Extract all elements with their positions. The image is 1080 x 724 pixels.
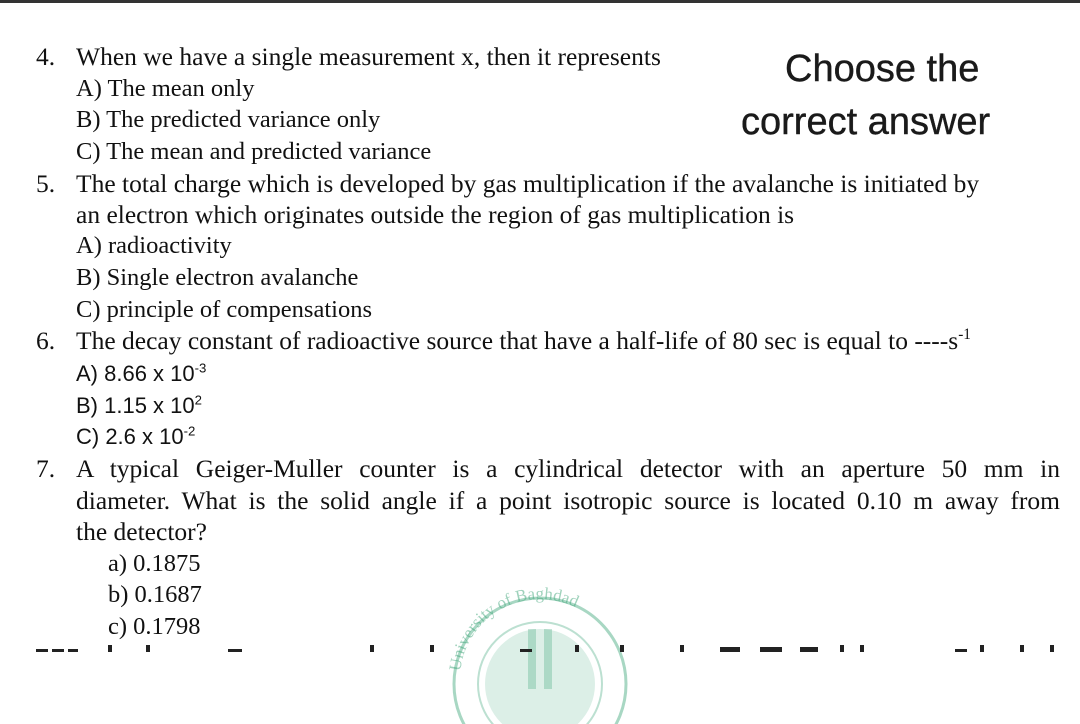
option-a <box>76 358 206 389</box>
option-b-base: B) 1.15 x 10 <box>76 393 195 418</box>
question-7-line-3: the detector? <box>76 517 207 546</box>
question-text <box>76 325 971 356</box>
option-c-exp: -2 <box>183 423 196 439</box>
option-b: B) The predicted variance only <box>76 106 381 133</box>
question-text: When we have a single measurement x, then it represents <box>76 42 661 71</box>
option-a-base: A) 8.66 x 10 <box>76 361 195 386</box>
top-border <box>0 0 1080 3</box>
option-a: A) The mean only <box>76 75 255 102</box>
question-number: 7. <box>36 454 56 483</box>
cropped-next-line <box>0 640 1080 652</box>
instruction-line-2: correct answer <box>741 101 991 143</box>
question-number: 4. <box>36 42 56 71</box>
question-text-body: The decay constant of radioactive source that have a half-life of 80 sec is equal to ----s <box>76 326 959 355</box>
option-a: a) 0.1875 <box>108 550 201 577</box>
question-text-line-1: The total charge which is developed by gas multiplication if the avalanche is initiated by <box>76 169 980 198</box>
option-c: C) principle of compensations <box>76 296 372 323</box>
option-a-exp: -3 <box>194 360 207 376</box>
question-5-line-2: an electron which originates outside the region of gas multiplication is <box>76 200 795 229</box>
option-c-base: C) 2.6 x 10 <box>76 424 184 449</box>
justified-line: A typical Geiger-Muller counter is a cylindrical detector with an aperture 50 mm in <box>76 454 1060 483</box>
seal-text: University of Baghdad <box>445 584 582 673</box>
option-a: A) radioactivity <box>76 232 232 259</box>
university-seal-watermark <box>440 584 640 724</box>
question-number: 5. <box>36 169 56 198</box>
question-7-line-2 <box>76 485 1060 516</box>
option-b: b) 0.1687 <box>108 581 202 608</box>
instruction-line-1: Choose the <box>785 48 980 90</box>
cropped-glyph-tops <box>0 641 1080 652</box>
unit-exponent: -1 <box>958 326 971 344</box>
seal-graphic <box>440 584 640 724</box>
question-number: 6. <box>36 326 56 355</box>
option-c: C) The mean and predicted variance <box>76 138 432 165</box>
option-b <box>76 390 202 421</box>
question-text-line-1 <box>76 453 1060 484</box>
option-c: c) 0.1798 <box>108 613 201 640</box>
option-b: B) Single electron avalanche <box>76 264 359 291</box>
option-c <box>76 421 195 452</box>
justified-line: diameter. What is the solid angle if a point isotropic source is located 0.10 m away from <box>76 486 1060 515</box>
option-b-exp: 2 <box>194 392 202 408</box>
